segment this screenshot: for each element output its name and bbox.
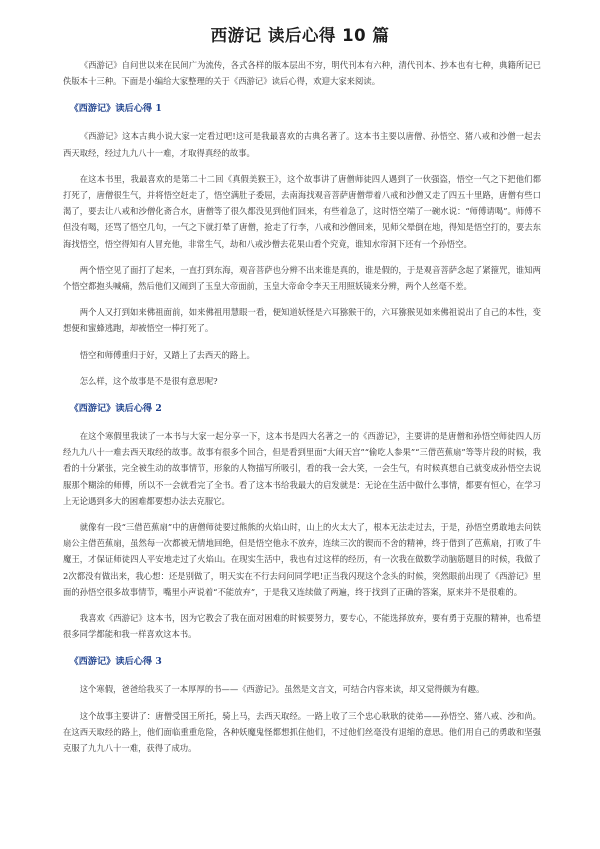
section-paragraph: 就像有一段“三借芭蕉扇”中的唐僧师徒要过熊熊的火焰山时，山上的火太大了，根本无法走过去，于是，孙悟空勇敢地去问铁扇公主借芭蕉扇，虽然每一次都被无情地回绝，但是悟空他永不放弃，连续三次的锲而不舍的精神，终于借到了芭蕉扇，打败了牛魔王，才保证师徒四人平安地走过了火焰山。在现实生活中，我也有过这样的经历，有一次我在做数学动脑筋题目的时候，我做了2次都没有做出来，我心想：还是别做了，明天实在不行去问问同学吧!正当我闪现这个念头的时候，突然眼前出现了《西游记》里面的孙悟空很多故事情节，嘴里小声说着“不能放弃”，于是我又连续做了两遍，终于找到了正确的答案，原来并不是很难的。: [63, 522, 541, 597]
section-paragraph: 两个悟空见了面打了起来，一直打到东海，观音菩萨也分辨不出来谁是真的，谁是假的，于是观音菩萨念起了紧箍咒，谁知两个悟空都抱头喊痛，然后他们又闹到了玉皇大帝面前，玉皇大帝命令李天王用照妖镜来分辨，两个人丝毫不差。: [63, 264, 541, 292]
section-paragraph: 悟空和师傅重归于好，又踏上了去西天的路上。: [79, 349, 255, 360]
section-paragraph: 我喜欢《西游记》这本书，因为它教会了我在面对困难的时候要努力，要专心，不能选择放弃，要有勇于克服的精神，也希望很多同学都能和我一样喜欢这本书。: [63, 613, 541, 640]
section-paragraph: 这个寒假，爸爸给我买了一本厚厚的书——《西游记》。虽然是文言文，可结合内容来读，却又觉得颇为有趣。: [79, 684, 485, 695]
section-paragraph: 这个故事主要讲了：唐僧受国王所托，骑上马，去西天取经。一路上收了三个忠心耿耿的徒弟——孙悟空、猪八戒、沙和尚。在这西天取经的路上，他们面临重重危险，各种妖魔鬼怪都想抓住他们，不过他们丝毫没有退缩的意思。他们用自己的勇敢和坚强克服了九九八十一难，获得了成功。: [63, 710, 541, 754]
section-paragraph: 怎么样，这个故事是不是很有意思呢?: [79, 375, 218, 386]
section-paragraph: 在这本书里，我最喜欢的是第二十二回《真假美猴王》，这个故事讲了唐僧师徒四人遇到了一伙强盗，悟空一气之下把他们都打死了，唐僧很生气，并将悟空赶走了，悟空满肚子委屈，去南海找观音菩萨唐僧带着八戒和沙僧又走了四五十里路，唐僧有些口渴了，要去让八戒和沙僧化斋合水，唐僧等了很久都没见到他们回来，有些着急了，这时悟空端了一碗水说：“师傅请喝”。师傅不但没有喝，还骂了悟空几句，一气之下就打晕了唐僧，抢走了行李，八戒和沙僧回来，见师父晕倒在地，得知是悟空打的，要去东海找悟空，悟空得知有人冒充他，非常生气，劫和八戒沙僧去花果山看个究竟，谁知水帘洞下还有一个孙悟空。: [63, 173, 541, 249]
section-paragraph: 两个人又打到如来佛祖面前，如来佛祖用慧眼一看，便知道妖怪是六耳猕猴干的，六耳猕猴见如来佛祖说出了自己的本性，变想便和蜜蜂逃跑，却被悟空一棒打死了。: [63, 307, 541, 334]
section-paragraph: 《西游记》这本古典小说大家一定看过吧!这可是我最喜欢的古典名著了。这本书主要以唐僧、孙悟空、猪八戒和沙僧一起去西天取经，经过九九八十一难，才取得真经的故事。: [63, 131, 541, 158]
document-body: [63, 57, 541, 766]
section-heading: 《西游记》读后心得 3: [69, 656, 162, 668]
section-heading: 《西游记》读后心得 2: [69, 403, 162, 415]
document-title: 西游记 读后心得 10 篇: [210, 26, 390, 45]
section-2: [63, 403, 541, 642]
section-paragraph: 在这个寒假里我读了一本书与大家一起分享一下，这本书是四大名著之一的《西游记》，主要讲的是唐僧和孙悟空师徒四人历经九九八十一难去西天取经的故事。故事有很多个回合，但是看到里面“大闹天宫”“偷吃人参果”“三借芭蕉扇”等等片段的时候，我看的十分紧张，完全被生动的故事情节，形象的人物描写所吸引，看的我一会大笑，一会生气，有时候真想自己就变成孙悟空去说服那个糊涂的师傅，所以不一会就看完了全书。看了这本书给我最大的启发就是：无论在生活中做什么事情，都要有恒心，在学习上无论遇到多大的困难都要想办法去克服它。: [63, 431, 541, 506]
intro-paragraph: 《西游记》自问世以来在民间广为流传，各式各样的版本层出不穷，明代刊本有六种，清代刊本、抄本也有七种，典籍所记已佚版本十三种。下面是小编给大家整理的关于《西游记》读后心得，欢迎大家来阅读。: [63, 60, 541, 87]
section-1: [63, 103, 541, 389]
section-3: [63, 656, 541, 756]
section-heading: 《西游记》读后心得 1: [69, 103, 162, 115]
